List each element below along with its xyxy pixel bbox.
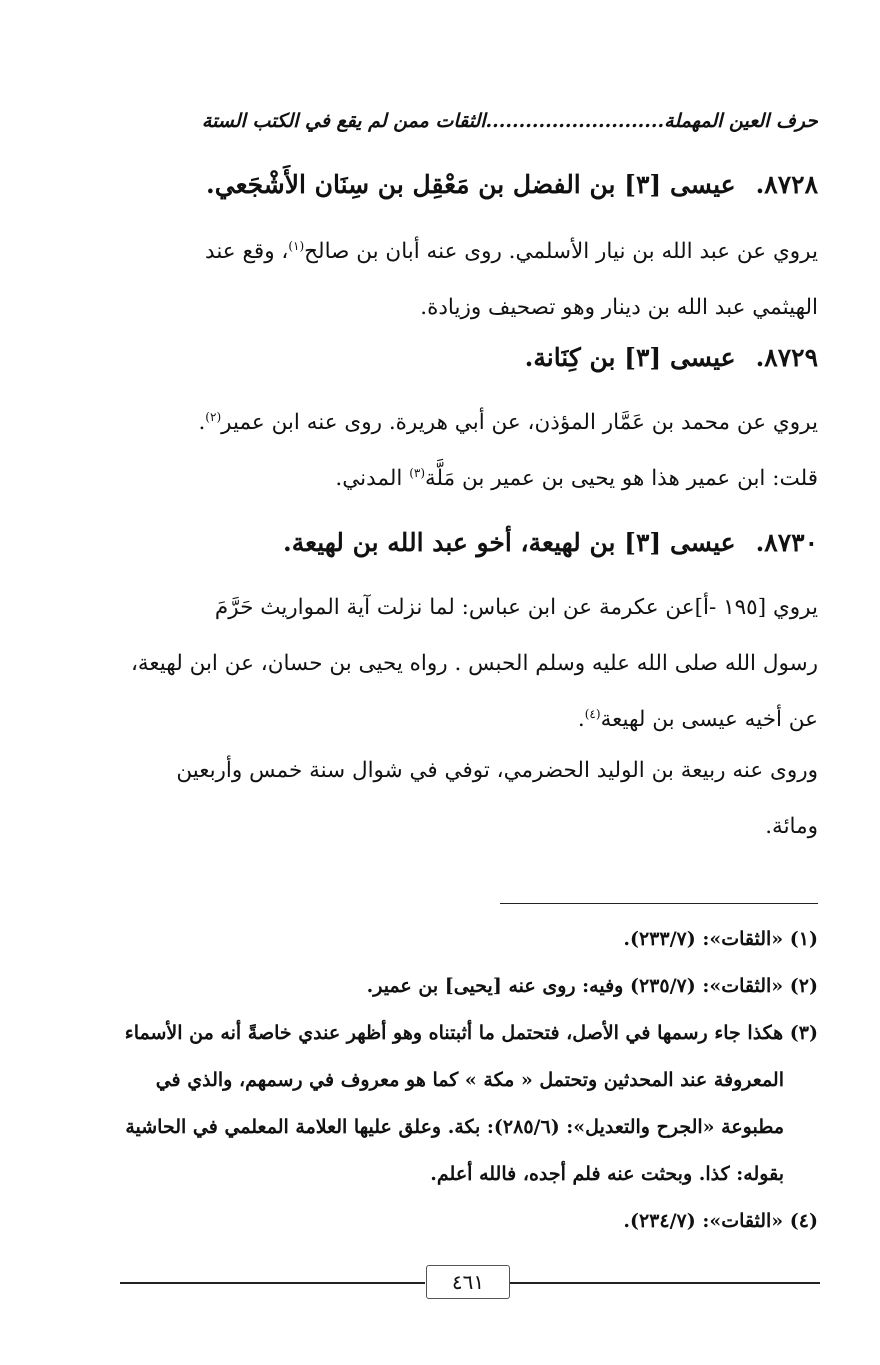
entry-number: ٨٧٢٩. [755, 343, 818, 372]
body-line: يروي [١٩٥ -أ]عن عكرمة عن ابن عباس: لما نزلت آية المواريث حَرَّمَ [214, 595, 818, 620]
body-line: وروى عنه ربيعة بن الوليد الحضرمي، توفي في شوال سنة خمس وأربعين [176, 758, 818, 783]
body-text: قلت: ابن عمير هذا هو يحيى بن عمير بن مَلَّة [425, 466, 818, 491]
body-text: ، وقع عند [205, 239, 289, 264]
body-text: . [577, 707, 585, 732]
footnote-4: (٤) «الثقات»: (٢٣٤/٧). [623, 1210, 818, 1232]
footer-rule [120, 1282, 425, 1284]
entry-number: ٨٧٢٨. [755, 170, 818, 199]
footnote-ref[interactable]: (٢) [205, 409, 222, 424]
body-text: يروي عن عبد الله بن نيار الأسلمي. روى عنه أبان بن صالح [304, 239, 818, 264]
body-text: عن أخيه عيسى بن لهيعة [600, 707, 818, 732]
entry-heading [118, 170, 818, 199]
footnotes [124, 916, 818, 1245]
body-line: رسول الله صلى الله عليه وسلم الحبس . رواه يحيى بن حسان، عن ابن لهيعة، [130, 651, 818, 676]
footnote-ref[interactable]: (١) [288, 238, 305, 253]
body-line [138, 395, 818, 451]
entry-number: ٨٧٣٠. [755, 528, 818, 557]
body-line: الهيثمي عبد الله بن دينار وهو تصحيف وزيادة. [420, 295, 818, 320]
entry-body [130, 580, 818, 748]
entry-body [138, 743, 818, 855]
body-line [138, 692, 818, 748]
entry-name: عيسى [٣] بن الفضل بن مَعْقِل بن سِنَان الأَشْجَعي. [206, 170, 736, 199]
body-line: ومائة. [765, 814, 818, 839]
footnote-3-cont: المعروفة عند المحدثين وتحتمل « مكة » كما هو معروف في رسمهم، والذي في [155, 1069, 784, 1091]
page-footer [0, 1262, 880, 1312]
footnote-divider [500, 903, 818, 904]
footnote-ref[interactable]: (٣) [409, 465, 426, 480]
footnote-3: (٣) هكذا جاء رسمها في الأصل، فتحتمل ما أثبتناه وهو أظهر عندي خاصةً أنه من الأسماء [124, 1022, 818, 1044]
footnote-1: (١) «الثقات»: (٢٣٣/٧). [623, 928, 818, 950]
footer-rule [510, 1282, 820, 1284]
entry-name: عيسى [٣] بن كِنَانة. [524, 343, 736, 372]
body-line [138, 451, 818, 507]
body-text: يروي عن محمد بن عَمَّار المؤذن، عن أبي هريرة. روى عنه ابن عمير [221, 410, 818, 435]
entry-name: عيسى [٣] بن لهيعة، أخو عبد الله بن لهيعة. [283, 528, 736, 557]
entry-body [138, 395, 818, 507]
footnote-3-cont: بقوله: كذا. وبحثت عنه فلم أجده، فالله أعلم. [430, 1163, 784, 1185]
entry-heading [118, 343, 818, 372]
footnote-ref[interactable]: (٤) [584, 706, 601, 721]
footnote-3-cont: مطبوعة «الجرح والتعديل»: (٢٨٥/٦): بكة. وعلق عليها العلامة المعلمي في الحاشية [125, 1116, 784, 1138]
footnote-2: (٢) «الثقات»: (٢٣٥/٧) وفيه: روى عنه [يحيى] بن عمير. [366, 975, 818, 997]
entry-heading [118, 528, 818, 557]
body-line [138, 224, 818, 280]
running-header: حرف العين المهملة...........................الثقات ممن لم يقع في الكتب الستة [201, 110, 818, 132]
body-text: . [198, 410, 206, 435]
body-text: المدني. [335, 466, 410, 491]
entry-body [138, 224, 818, 336]
page-number: ٤٦١ [426, 1265, 510, 1299]
